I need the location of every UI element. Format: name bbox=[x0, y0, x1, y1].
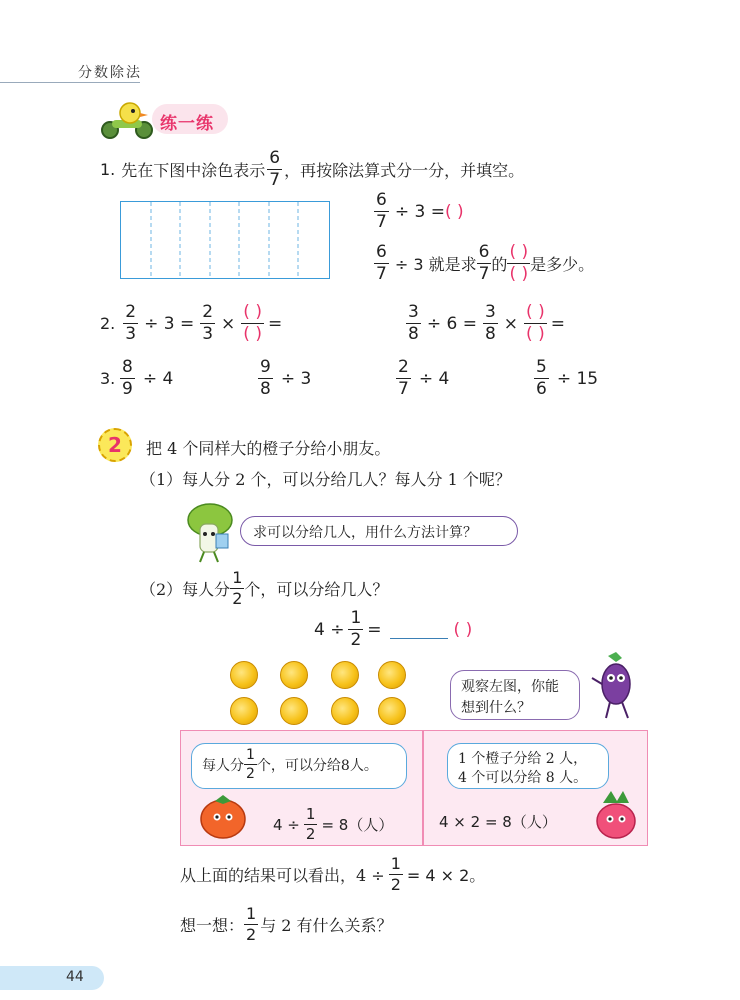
page-number: 44 bbox=[66, 969, 84, 985]
orange-icon bbox=[331, 697, 359, 725]
blank-den[interactable]: ( ) bbox=[509, 264, 529, 284]
comparison-divider bbox=[422, 731, 424, 845]
answer-underline[interactable] bbox=[390, 620, 448, 639]
left-bubble-post: 个，可以分给8人。 bbox=[256, 757, 378, 774]
frac-den: 7 bbox=[398, 379, 409, 399]
ex1-eq2 bbox=[374, 244, 594, 283]
ex2-right-div: ÷ 6 = bbox=[426, 313, 477, 334]
frac-num: 1 bbox=[232, 568, 243, 587]
question-2-pre: （2）每人分 bbox=[140, 580, 231, 599]
right-bubble-line2: 4 个可以分给 8 人。 bbox=[458, 770, 588, 786]
frac-den: 6 bbox=[536, 379, 547, 399]
blank-num[interactable]: ( ) bbox=[243, 302, 262, 322]
radish-character-icon bbox=[589, 789, 641, 843]
cabbage-character-icon bbox=[180, 500, 240, 564]
frac-den: 7 bbox=[376, 212, 387, 232]
ex1-instruction-post: ，再按除法算式分一分，并填空。 bbox=[284, 161, 525, 180]
orange-icon bbox=[230, 697, 258, 725]
eq-left: 4 ÷ bbox=[314, 619, 345, 640]
ex1-fraction bbox=[267, 150, 282, 189]
ex2-left-eq: = bbox=[267, 313, 283, 334]
ex3-row bbox=[100, 359, 620, 401]
frac-num: 1 bbox=[390, 854, 401, 873]
conclusion-pre: 从上面的结果可以看出，4 ÷ bbox=[180, 866, 385, 885]
frac-num: 1 bbox=[350, 608, 362, 628]
frac-den: 2 bbox=[350, 630, 362, 650]
bird-motorbike-icon bbox=[98, 100, 158, 140]
observe-bubble-line1: 观察左图，你能 bbox=[461, 679, 559, 695]
ex1-eq2-tail: 是多少。 bbox=[530, 255, 595, 274]
right-bubble bbox=[447, 743, 609, 789]
frac-num: 9 bbox=[260, 357, 271, 377]
left-bubble bbox=[191, 743, 407, 789]
ex3-item bbox=[120, 359, 173, 398]
blank-num[interactable]: ( ) bbox=[509, 242, 529, 262]
right-equation: 4 × 2 = 8（人） bbox=[439, 813, 557, 831]
ex3-op: ÷ 3 bbox=[280, 368, 312, 389]
observe-bubble bbox=[450, 670, 580, 720]
question-2 bbox=[140, 570, 388, 607]
answer-fraction-blank[interactable] bbox=[507, 244, 530, 283]
ex3-item bbox=[396, 359, 449, 398]
answer-fraction-blank[interactable] bbox=[524, 304, 547, 343]
frac-num: 2 bbox=[125, 302, 137, 322]
ex1-line bbox=[100, 150, 524, 189]
frac-den: 7 bbox=[376, 264, 387, 284]
ex1-frac-num: 6 bbox=[269, 148, 281, 168]
frac-den: 2 bbox=[246, 925, 257, 944]
frac-num: 3 bbox=[484, 302, 496, 322]
ex1-eq1 bbox=[374, 192, 464, 231]
frac-den: 2 bbox=[390, 875, 401, 894]
frac-den: 2 bbox=[246, 766, 255, 782]
frac-den: 2 bbox=[232, 589, 243, 608]
blank-num[interactable]: ( ) bbox=[526, 302, 545, 322]
blank-den[interactable]: ( ) bbox=[526, 324, 545, 344]
think-post: 与 2 有什么关系？ bbox=[260, 916, 393, 935]
ex3-op: ÷ 15 bbox=[556, 368, 599, 389]
answer-fraction-blank[interactable] bbox=[241, 304, 264, 343]
eggplant-character-icon bbox=[586, 650, 644, 722]
ex2-left bbox=[100, 304, 282, 343]
hint-bubble bbox=[240, 516, 518, 546]
ex2-right bbox=[406, 304, 565, 343]
left-equation bbox=[273, 807, 393, 842]
orange-icon bbox=[331, 661, 359, 689]
ex2-right-eq: = bbox=[550, 313, 565, 334]
orange-icon bbox=[280, 661, 308, 689]
frac-num: 5 bbox=[536, 357, 547, 377]
conclusion bbox=[180, 856, 485, 893]
ex1-instruction-pre: 先在下图中涂色表示 bbox=[121, 161, 266, 180]
example-badge-number: 2 bbox=[108, 433, 122, 457]
orange-icon bbox=[378, 697, 406, 725]
frac-num: 8 bbox=[122, 357, 133, 377]
orange-icon bbox=[378, 661, 406, 689]
header-line bbox=[0, 82, 140, 83]
ex1-frac-den: 7 bbox=[269, 170, 281, 190]
left-eq-right: = 8（人） bbox=[321, 816, 394, 834]
frac-num: 3 bbox=[408, 302, 419, 322]
hint-bubble-text: 求可以分给几人，用什么方法计算？ bbox=[253, 525, 477, 541]
frac-num: 2 bbox=[398, 357, 409, 377]
frac-den: 3 bbox=[202, 324, 214, 344]
orange-icon bbox=[280, 697, 308, 725]
frac-den: 8 bbox=[260, 379, 271, 399]
rectangle-dividers bbox=[121, 202, 328, 277]
frac-num: 6 bbox=[376, 190, 387, 210]
ex1-number: 1. bbox=[100, 160, 116, 179]
left-eq-left: 4 ÷ bbox=[273, 815, 300, 834]
ex3-number: 3. bbox=[100, 369, 116, 388]
practice-banner-label: 练一练 bbox=[160, 114, 214, 134]
ex1-eq2-de: 的 bbox=[491, 255, 508, 274]
conclusion-post: = 4 × 2。 bbox=[406, 866, 486, 885]
ex3-item bbox=[258, 359, 311, 398]
page-number-tab bbox=[0, 966, 104, 990]
shading-rectangle[interactable] bbox=[120, 201, 330, 279]
example-title: 把 4 个同样大的橙子分给小朋友。 bbox=[146, 439, 391, 458]
question-1: （1）每人分 2 个，可以分给几人？每人分 1 个呢？ bbox=[140, 470, 511, 489]
ex2-number: 2. bbox=[100, 314, 116, 333]
eq-right: = bbox=[367, 619, 382, 640]
right-bubble-line1: 1 个橙子分给 2 人， bbox=[458, 751, 588, 767]
comparison-box bbox=[180, 730, 648, 846]
left-bubble-pre: 每人分 bbox=[202, 757, 244, 774]
frac-num: 1 bbox=[305, 805, 316, 823]
ex1-eq2-mid: ÷ 3 就是求 bbox=[394, 255, 477, 274]
ex1-eq1-div: ÷ 3 = bbox=[394, 201, 445, 222]
section-title: 分数除法 bbox=[78, 65, 142, 81]
orange-icon bbox=[230, 661, 258, 689]
ex3-op: ÷ 4 bbox=[418, 368, 450, 389]
question-2-post: 个，可以分给几人？ bbox=[244, 580, 389, 599]
observe-bubble-line2: 想到什么？ bbox=[461, 700, 531, 716]
ex2-right-times: × bbox=[503, 313, 519, 334]
answer-blank[interactable]: ( ) bbox=[453, 619, 473, 640]
ex3-item bbox=[534, 359, 598, 398]
ex2-left-times: × bbox=[221, 313, 236, 334]
frac-den: 9 bbox=[122, 379, 133, 399]
frac-den: 8 bbox=[484, 324, 496, 344]
answer-blank[interactable]: ( ) bbox=[444, 201, 464, 222]
think-pre: 想一想： bbox=[180, 916, 245, 935]
blank-den[interactable]: ( ) bbox=[243, 324, 262, 344]
practice-banner bbox=[98, 100, 230, 140]
ex3-op: ÷ 4 bbox=[142, 368, 174, 389]
example-badge bbox=[98, 428, 132, 462]
frac-num: 6 bbox=[478, 242, 490, 262]
frac-den: 3 bbox=[125, 324, 137, 344]
left-bubble-line bbox=[202, 748, 378, 781]
frac-num: 2 bbox=[202, 302, 214, 322]
frac-num: 1 bbox=[246, 904, 257, 923]
tomato-character-icon bbox=[195, 791, 251, 843]
frac-den: 8 bbox=[408, 324, 419, 344]
frac-num: 6 bbox=[376, 242, 387, 262]
frac-den: 2 bbox=[305, 825, 316, 843]
think-question bbox=[180, 906, 393, 943]
frac-den: 7 bbox=[478, 264, 490, 284]
frac-num: 1 bbox=[246, 747, 255, 763]
example-equation bbox=[314, 610, 472, 649]
ex2-left-div: ÷ 3 = bbox=[144, 313, 195, 334]
